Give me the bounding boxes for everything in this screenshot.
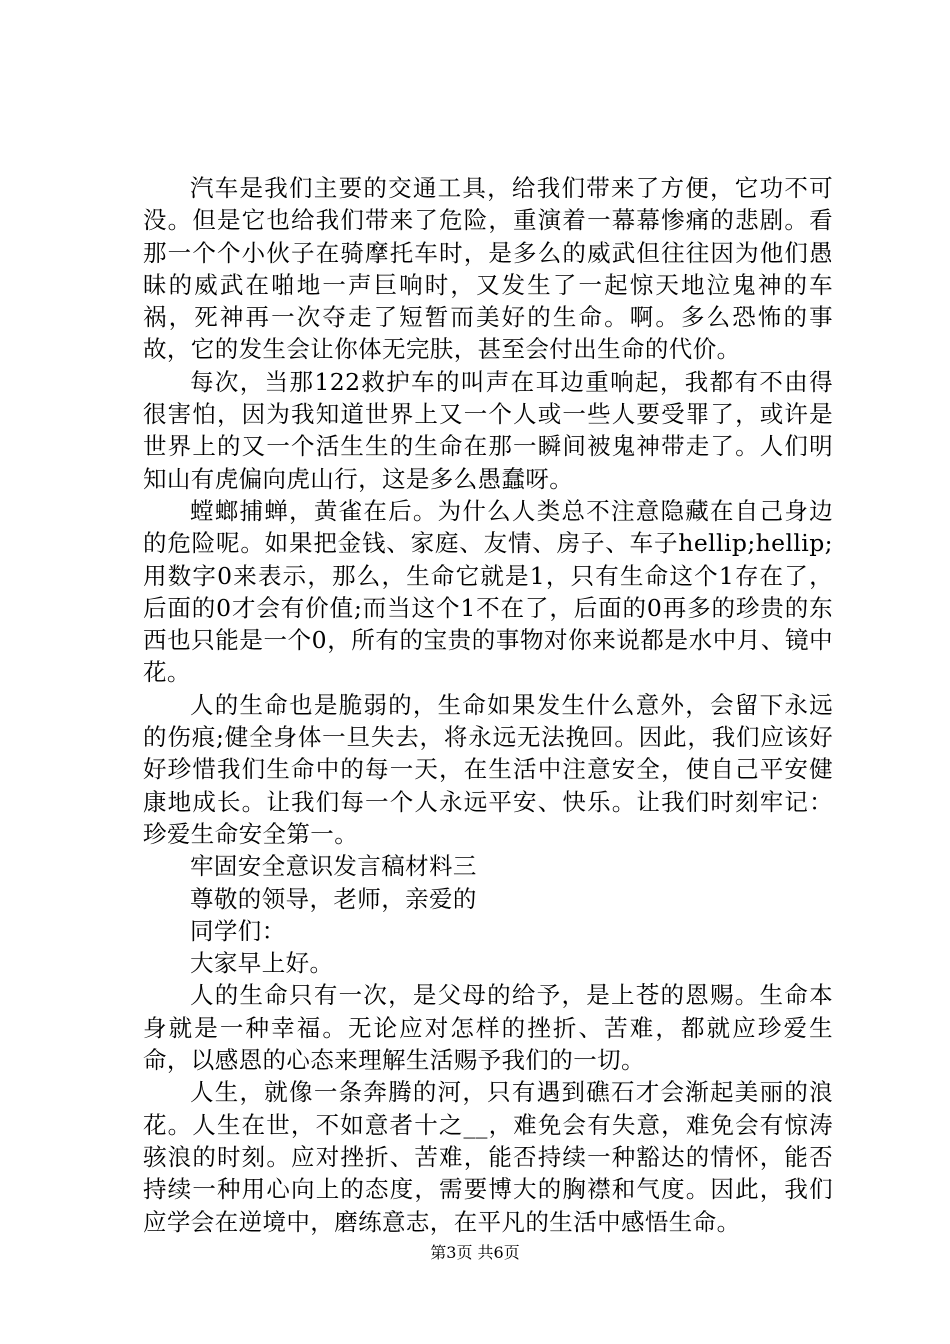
paragraph-life-river: 人生，就像一条奔腾的河，只有遇到礁石才会渐起美丽的浪花。人生在世，不如意者十之__，难免会有失意，难免会有惊涛骇浪的时刻。应对挫折、苦难，能否持续一种豁达的情怀，能否持续一种用心向上的态度，需要博大的胸襟和气度。因此，我们应学会在逆境中，磨练意志，在平凡的生活中感悟生命。: [143, 1078, 833, 1236]
salutation-line-2: 同学们：: [190, 916, 286, 945]
paragraph-life-once: 人的生命只有一次，是父母的给予，是上苍的恩赐。生命本身就是一种幸福。无论应对怎样的挫折、苦难，都就应珍爱生命，以感恩的心态来理解生活赐予我们的一切。: [143, 981, 833, 1075]
paragraph-fragile-life: 人的生命也是脆弱的，生命如果发生什么意外，会留下永远的伤痕;健全身体一旦失去，将永远无法挽回。因此，我们应该好好珍惜我们生命中的每一天，在生活中注意安全，使自己平安健康地成长。让我们每一个人永远平安、快乐。让我们时刻牢记：珍爱生命安全第一。: [143, 690, 833, 848]
greeting-line: 大家早上好。: [190, 949, 334, 978]
document-body: [143, 172, 833, 1238]
paragraph-car-danger: 汽车是我们主要的交通工具，给我们带来了方便，它功不可没。但是它也给我们带来了危险，重演着一幕幕惨痛的悲剧。看那一个个小伙子在骑摩托车时，是多么的威武但往往因为他们愚昧的威武在啪地一声巨响时，又发生了一起惊天地泣鬼神的车祸，死神再一次夺走了短暂而美好的生命。啊。多么恐怖的事故，它的发生会让你体无完肤，甚至会付出生命的代价。: [143, 174, 833, 364]
paragraph-ambulance: 每次，当那122救护车的叫声在耳边重响起，我都有不由得很害怕，因为我知道世界上又一个人或一些人要受罪了，或许是世界上的又一个活生生的生命在那一瞬间被鬼神带走了。人们明知山有虎偏向虎山行，这是多么愚蠢呀。: [143, 367, 833, 493]
page-footer-number: 第3页 共6页: [430, 1243, 520, 1262]
paragraph-number-metaphor: 螳螂捕蝉，黄雀在后。为什么人类总不注意隐藏在自己身边的危险呢。如果把金钱、家庭、友情、房子、车子hellip;hellip;用数字0来表示，那么，生命它就是1，只有生命这个1存在了，后面的0才会有价值;而当这个1不在了，后面的0再多的珍贵的东西也只能是一个0，所有的宝贵的事物对你来说都是水中月、镜中花。: [143, 496, 833, 687]
salutation-line-1: 尊敬的领导，老师，亲爱的: [190, 884, 477, 913]
section-heading: 牢固安全意识发言稿材料三: [190, 852, 477, 881]
